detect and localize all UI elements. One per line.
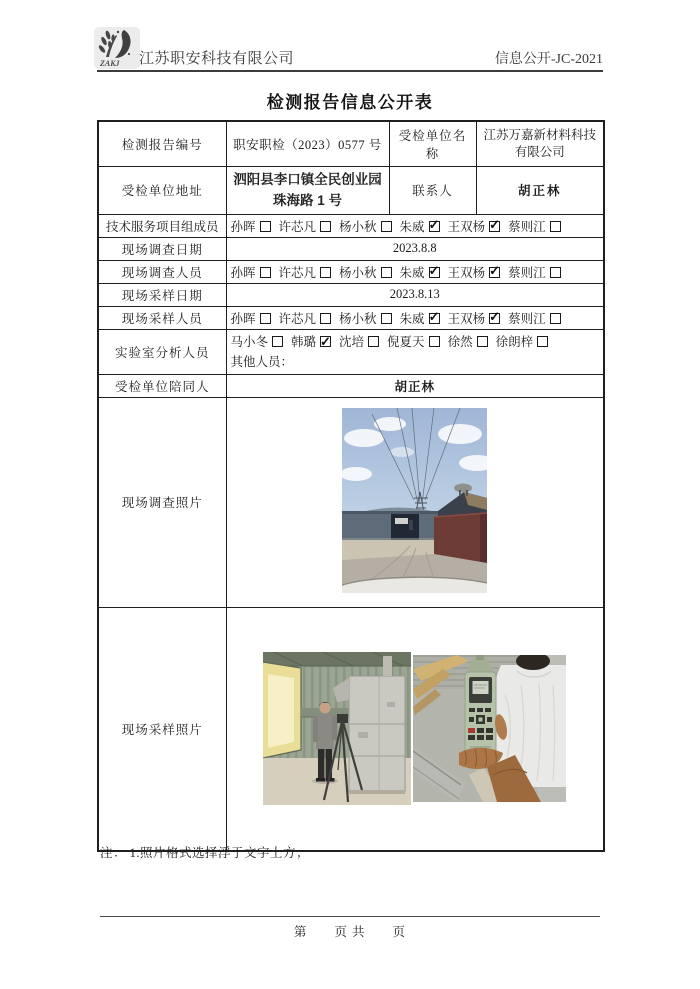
member-checkbox[interactable] xyxy=(550,221,561,232)
footer-divider xyxy=(100,916,600,917)
member-name: 蔡则江 xyxy=(508,265,546,280)
member-name: 徐然 xyxy=(447,334,473,349)
member-item xyxy=(231,266,271,280)
member-name: 王双杨 xyxy=(447,311,486,326)
member-name: 许芯凡 xyxy=(278,265,317,280)
member-checkbox[interactable] xyxy=(550,267,561,278)
escort-label: 受检单位陪同人 xyxy=(98,374,226,397)
member-checkbox[interactable] xyxy=(489,267,500,278)
member-item xyxy=(339,335,379,349)
org-name-value: 江苏万嘉新材料科技有限公司 xyxy=(476,121,604,166)
logo-text: ZAKJ xyxy=(100,59,120,68)
table-row xyxy=(98,329,604,374)
company-logo-icon xyxy=(94,27,140,73)
member-item xyxy=(508,266,561,280)
team-label: 技术服务项目组成员 xyxy=(98,214,226,237)
doc-code: 信息公开-JC-2021 xyxy=(494,52,603,67)
survey-photo-cell xyxy=(226,397,604,607)
member-item xyxy=(279,312,332,326)
member-item xyxy=(339,266,392,280)
table-row xyxy=(98,397,604,607)
member-item xyxy=(448,335,488,349)
member-name: 蔡则江 xyxy=(508,219,546,234)
member-checkbox[interactable] xyxy=(550,313,561,324)
member-item xyxy=(387,335,440,349)
report-no-label: 检测报告编号 xyxy=(98,121,226,166)
survey-date-label: 现场调查日期 xyxy=(98,237,226,260)
escort-value: 胡正林 xyxy=(226,374,604,397)
member-name: 杨小秋 xyxy=(339,311,377,326)
member-item xyxy=(291,335,331,349)
lab-staff-label: 实验室分析人员 xyxy=(98,329,226,374)
member-checkbox[interactable] xyxy=(381,313,392,324)
member-checkbox[interactable] xyxy=(381,221,392,232)
report-no-value: 职安职检（2023）0577 号 xyxy=(226,121,389,166)
member-name: 孙晖 xyxy=(230,219,256,234)
table-row xyxy=(98,607,604,851)
site-survey-photo xyxy=(342,408,487,593)
member-checkbox[interactable] xyxy=(272,336,283,347)
member-checkbox[interactable] xyxy=(429,267,440,278)
sampling-photo-right xyxy=(413,655,566,802)
member-checkbox[interactable] xyxy=(381,267,392,278)
table-row xyxy=(98,306,604,329)
table-row xyxy=(98,237,604,260)
member-name: 王双杨 xyxy=(447,219,486,234)
member-name: 沈培 xyxy=(339,334,365,349)
table-row xyxy=(98,260,604,283)
note-text: 注： 1.照片格式选择浮于文字上方； xyxy=(100,846,310,860)
sampling-date-value: 2023.8.13 xyxy=(226,283,604,306)
member-name: 徐朗梓 xyxy=(495,334,534,349)
member-item xyxy=(400,220,440,234)
member-item xyxy=(448,312,501,326)
member-item xyxy=(448,266,501,280)
table-row xyxy=(98,214,604,237)
table-row xyxy=(98,283,604,306)
member-checkbox[interactable] xyxy=(260,313,271,324)
table-row xyxy=(98,121,604,166)
org-address-value: 泗阳县李口镇全民创业园珠海路 1 号 xyxy=(226,166,389,214)
member-item xyxy=(231,220,271,234)
member-checkbox[interactable] xyxy=(429,313,440,324)
member-name: 许芯凡 xyxy=(278,219,317,234)
company-name: 江苏职安科技有限公司 xyxy=(139,51,295,67)
member-item xyxy=(508,220,561,234)
table-row xyxy=(98,166,604,214)
survey-staff-cell xyxy=(226,260,604,283)
member-name: 朱威 xyxy=(399,219,425,234)
member-name: 马小冬 xyxy=(230,334,269,349)
survey-staff-label: 现场调查人员 xyxy=(98,260,226,283)
contact-value: 胡正林 xyxy=(476,166,604,214)
page-number-text: 第 页 共 页 xyxy=(293,925,407,939)
member-checkbox[interactable] xyxy=(537,336,548,347)
member-checkbox[interactable] xyxy=(429,221,440,232)
member-name: 杨小秋 xyxy=(339,265,377,280)
member-item xyxy=(400,266,440,280)
org-name-label: 受检单位名称 xyxy=(389,121,476,166)
sampling-staff-label: 现场采样人员 xyxy=(98,306,226,329)
team-members-cell xyxy=(226,214,604,237)
member-checkbox[interactable] xyxy=(320,221,331,232)
member-item xyxy=(339,312,392,326)
member-checkbox[interactable] xyxy=(320,336,331,347)
survey-photo-label: 现场调查照片 xyxy=(98,397,226,607)
member-name: 倪夏天 xyxy=(387,334,425,349)
member-name: 蔡则江 xyxy=(508,311,546,326)
member-name: 许芯凡 xyxy=(278,311,317,326)
sampling-staff-cell xyxy=(226,306,604,329)
member-name: 朱威 xyxy=(399,265,425,280)
member-checkbox[interactable] xyxy=(477,336,488,347)
member-item xyxy=(496,335,549,349)
member-checkbox[interactable] xyxy=(320,267,331,278)
sampling-photo-left xyxy=(263,652,411,805)
lab-other-label: 其他人员： xyxy=(230,354,294,369)
header-divider xyxy=(97,70,603,72)
page-title: 检测报告信息公开表 xyxy=(266,93,434,112)
lab-staff-cell xyxy=(226,329,604,374)
lab-members-line xyxy=(231,332,600,352)
member-checkbox[interactable] xyxy=(260,221,271,232)
member-name: 朱威 xyxy=(399,311,425,326)
contact-label: 联系人 xyxy=(389,166,476,214)
member-checkbox[interactable] xyxy=(260,267,271,278)
member-item xyxy=(508,312,561,326)
sampling-photo-cell xyxy=(226,607,604,851)
member-item xyxy=(339,220,392,234)
member-name: 韩璐 xyxy=(291,334,317,349)
sampling-date-label: 现场采样日期 xyxy=(98,283,226,306)
org-address-label: 受检单位地址 xyxy=(98,166,226,214)
member-item xyxy=(279,220,332,234)
member-checkbox[interactable] xyxy=(429,336,440,347)
member-checkbox[interactable] xyxy=(320,313,331,324)
member-item xyxy=(448,220,501,234)
member-item xyxy=(400,312,440,326)
report-info-table xyxy=(97,120,605,852)
member-name: 孙晖 xyxy=(230,265,256,280)
member-checkbox[interactable] xyxy=(368,336,379,347)
member-checkbox[interactable] xyxy=(489,221,500,232)
sampling-photo-label: 现场采样照片 xyxy=(98,607,226,851)
member-item xyxy=(231,335,284,349)
member-name: 杨小秋 xyxy=(339,219,377,234)
member-name: 孙晖 xyxy=(230,311,256,326)
table-row xyxy=(98,374,604,397)
member-checkbox[interactable] xyxy=(489,313,500,324)
member-item xyxy=(279,266,332,280)
member-name: 王双杨 xyxy=(447,265,486,280)
survey-date-value: 2023.8.8 xyxy=(226,237,604,260)
member-item xyxy=(231,312,271,326)
